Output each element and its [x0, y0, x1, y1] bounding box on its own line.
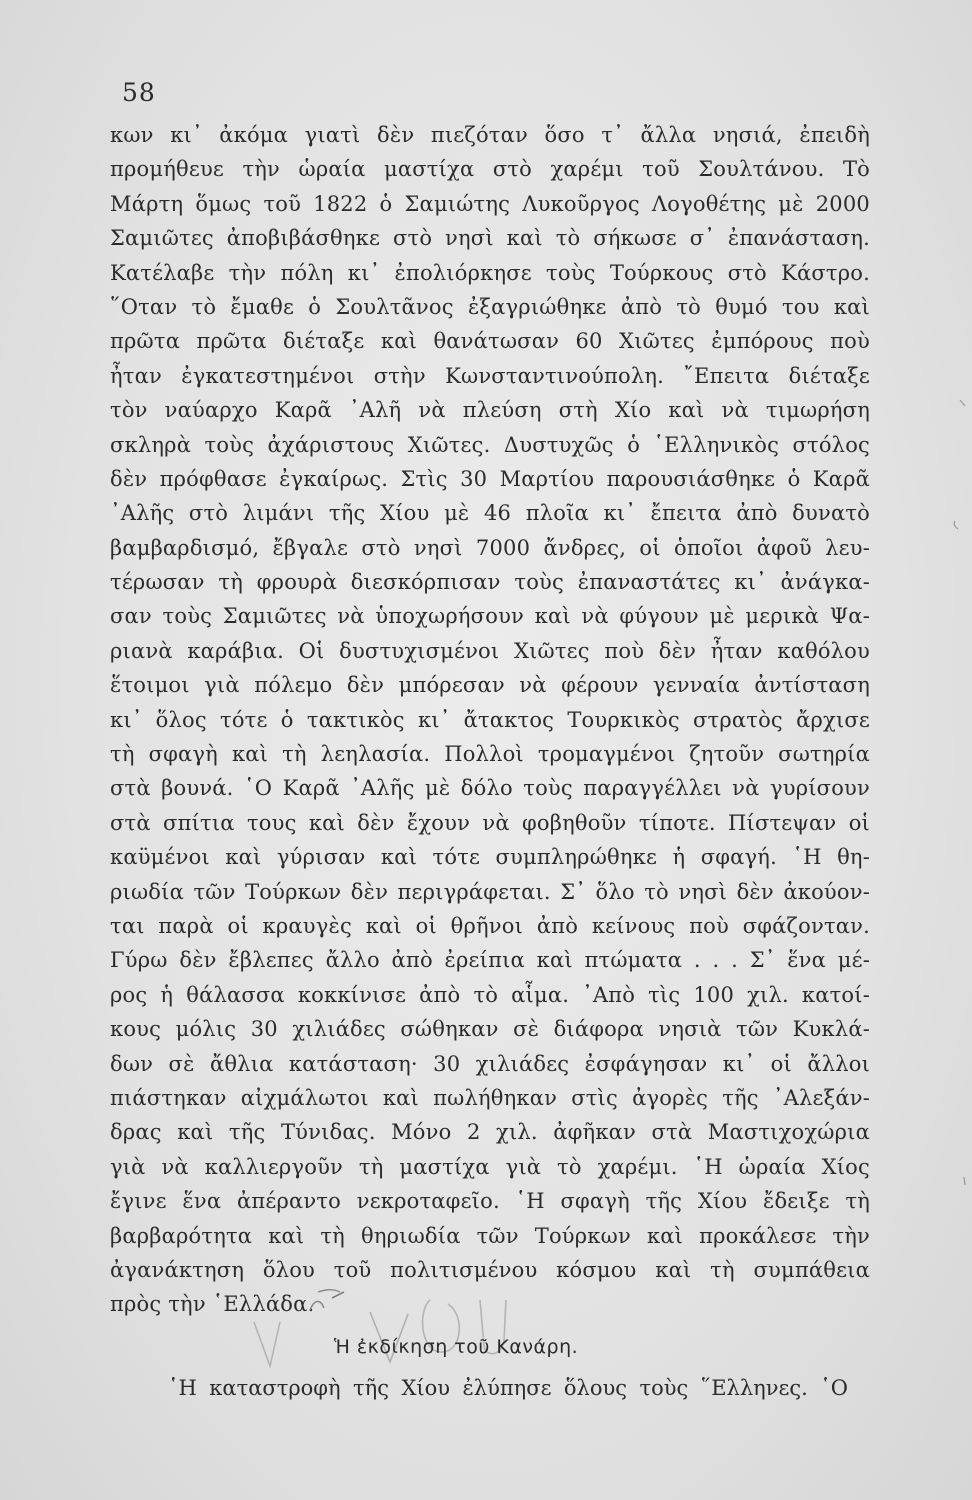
text-line: πρὸς τὴν ῾Ελλάδα.: [110, 1292, 315, 1317]
text-line: ἕτοιμοι γιὰ πόλεμο δὲν μπόρεσαν νὰ φέρουν γενναία ἀντίσταση: [110, 673, 870, 698]
text-line: ται παρὰ οἱ κραυγὲς καὶ οἱ θρῆνοι ἀπὸ κείνους ποὺ σφάζονταν.: [110, 913, 870, 938]
text-line: Κατέλαβε τὴν πόλη κι᾿ ἐπολιόρκησε τοὺς Τούρκους στὸ Κάστρο.: [110, 260, 870, 285]
pencil-scribble-icon: [240, 1270, 560, 1380]
margin-speck-icon: [952, 520, 962, 530]
text-line: ἀγανάκτηση ὅλου τοῦ πολιτισμένου κόσμου καὶ τὴ συμπάθεια: [110, 1257, 870, 1282]
text-line: κων κι᾿ ἀκόμα γιατὶ δὲν πιεζόταν ὅσο τ᾿ ἄλλα νησιά, ἐπειδὴ: [110, 123, 870, 147]
margin-speck-icon: [958, 398, 968, 408]
text-line: ἦταν ἐγκατεστημένοι στὴν Κωνσταντινούπολη. ῎Επειτα διέταξε: [110, 363, 870, 388]
text-line: σκληρὰ τοὺς ἀχάριστους Χιῶτες. Δυστυχῶς ὁ ῾Ελληνικὸς στόλος: [110, 432, 870, 457]
text-line: Μάρτη ὅμως τοῦ 1822 ὁ Σαμιώτης Λυκοῦργος Λογοθέτης μὲ 2000: [110, 191, 870, 216]
text-line: Σαμιῶτες ἀποβιβάσθηκε στὸ νησὶ καὶ τὸ σήκωσε σ᾿ ἐπανάσταση.: [110, 226, 870, 251]
text-line: πιάστηκαν αἰχμάλωτοι καὶ πωλήθηκαν στὶς ἀγορὲς τῆς ᾿Αλεξάν-: [110, 1085, 870, 1110]
text-line: προμήθευε τὴν ὡραία μαστίχα στὸ χαρέμι τοῦ Σουλτάνου. Τὸ: [110, 157, 870, 182]
section-first-line: ῾Η καταστροφὴ τῆς Χίου ἐλύπησε ὅλους τοὺς ῞Ελληνες. ῾Ο: [168, 1376, 848, 1400]
text-line: δρας καὶ τῆς Τύνιδας. Μόνο 2 χιλ. ἀφῆκαν στὰ Μαστιχοχώρια: [110, 1120, 870, 1145]
section-title: Ἡ ἐκδίκηση τοῦ Κανάρη.: [334, 1336, 579, 1358]
text-line: σαν τοὺς Σαμιῶτες νὰ ὑποχωρήσουν καὶ νὰ φύγουν μὲ μερικὰ Ψα-: [110, 604, 870, 629]
text-line: γιὰ νὰ καλλιεργοῦν τὴ μαστίχα γιὰ τὸ χαρέμι. ῾Η ὡραία Χίος: [110, 1154, 870, 1179]
text-line: βαρβαρότητα καὶ τὴ θηριωδία τῶν Τούρκων καὶ προκάλεσε τὴν: [110, 1223, 870, 1248]
text-line: τὴ σφαγὴ καὶ τὴ λεηλασία. Πολλοὶ τρομαγμένοι ζητοῦν σωτηρία: [110, 742, 870, 767]
text-line: Γύρω δὲν ἔβλεπες ἄλλο ἀπὸ ἐρείπια καὶ πτώματα . . . Σ᾿ ἕνα μέ-: [110, 948, 870, 973]
text-line: ρος ἡ θάλασσα κοκκίνισε ἀπὸ τὸ αἷμα. ᾿Απὸ τὶς 100 χιλ. κατοί-: [110, 982, 870, 1007]
text-line: βαμβαρδισμό, ἔβγαλε στὸ νησὶ 7000 ἄνδρες, οἱ ὁποῖοι ἀφοῦ λευ-: [110, 535, 870, 560]
text-line: ριανὰ καράβια. Οἱ δυστυχισμένοι Χιῶτες ποὺ δὲν ἦταν καθόλου: [110, 638, 870, 663]
text-line: κους μόλις 30 χιλιάδες σώθηκαν σὲ διάφορα νησιὰ τῶν Κυκλά-: [110, 1017, 870, 1042]
page-number: 58: [122, 78, 156, 107]
text-line: τέρωσαν τὴ φρουρὰ διεσκόρπισαν τοὺς ἐπαναστάτες κι᾿ ἀνάγκα-: [110, 570, 870, 595]
text-line: ἔγινε ἕνα ἀπέραντο νεκροταφεῖο. ῾Η σφαγὴ τῆς Χίου ἔδειξε τὴ: [110, 1189, 870, 1214]
body-text: [110, 118, 870, 1322]
text-line: ῞Οταν τὸ ἔμαθε ὁ Σουλτᾶνος ἐξαγριώθηκε ἀπὸ τὸ θυμό του καὶ: [110, 294, 870, 319]
margin-speck-icon: [960, 1176, 970, 1186]
text-line: κι᾿ ὅλος τότε ὁ τακτικὸς κι᾿ ἄτακτος Τουρκικὸς στρατὸς ἄρχισε: [110, 707, 870, 732]
text-line: στὰ σπίτια τους καὶ δὲν ἔχουν νὰ φοβηθοῦν τίποτε. Πίστεψαν οἱ: [110, 810, 870, 835]
text-line: τὸν ναύαρχο Καρᾶ ᾿Αλῆ νὰ πλεύση στὴ Χίο καὶ νὰ τιμωρήση: [110, 398, 870, 423]
text-line: στὰ βουνά. ῾Ο Καρᾶ ᾿Αλῆς μὲ δόλο τοὺς παραγγέλλει νὰ γυρίσουν: [110, 776, 870, 801]
text-line: πρῶτα πρῶτα διέταξε καὶ θανάτωσαν 60 Χιῶτες ἐμπόρους ποὺ: [110, 329, 870, 354]
text-line: δων σὲ ἄθλια κατάσταση· 30 χιλιάδες ἐσφάγησαν κι᾿ οἱ ἄλλοι: [110, 1051, 870, 1076]
text-line: ριωδία τῶν Τούρκων δὲν περιγράφεται. Σ᾿ ὅλο τὸ νησὶ δὲν ἀκούον-: [110, 879, 870, 904]
text-line: ᾿Αλῆς στὸ λιμάνι τῆς Χίου μὲ 46 πλοῖα κι᾿ ἔπειτα ἀπὸ δυνατὸ: [110, 501, 870, 526]
text-line: καϋμένοι καὶ γύρισαν καὶ τότε συμπληρώθηκε ἡ σφαγή. ῾Η θη-: [110, 845, 870, 870]
text-line: δὲν πρόφθασε ἐγκαίρως. Στὶς 30 Μαρτίου παρουσιάσθηκε ὁ Καρᾶ: [110, 466, 870, 491]
